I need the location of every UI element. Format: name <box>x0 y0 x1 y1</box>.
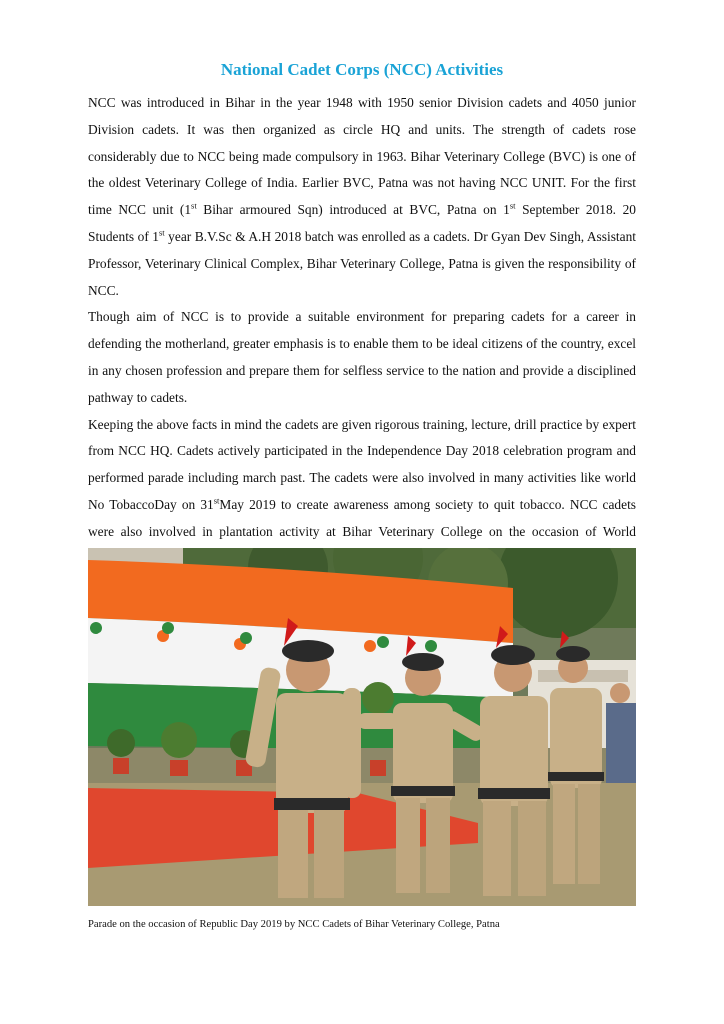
parade-photo <box>88 548 636 906</box>
paragraph-aim: Though aim of NCC is to provide a suitable environment for preparing cadets for a career in defending the motherland, greater emphasis is to enable them to be ideal citizens of the country, excel in any chosen profession and prepare them for selfless service to the nation and provide a disciplined pathway to cadets. <box>88 309 636 405</box>
article-body <box>88 90 636 572</box>
photo-caption: Parade on the occasion of Republic Day 2019 by NCC Cadets of Bihar Veterinary College, Patna <box>88 919 500 930</box>
paragraph-history: NCC was introduced in Bihar in the year 1948 with 1950 senior Division cadets and 4050 junior Division cadets. It was then organized as circle HQ and units. The strength of cadets rose considerably due to NCC being made compulsory in 1963. Bihar Veterinary College (BVC) is one of the oldest Veterinary College of India. Earlier BVC, Patna was not having NCC UNIT. For the first time NCC unit (1st Bihar armoured Sqn) introduced at BVC, Patna on 1st September 2018. 20 Students of 1st year B.V.Sc & A.H 2018 batch was enrolled as a cadets. Dr Gyan Dev Singh, Assistant Professor, Veterinary Clinical Complex, Bihar Veterinary College, Patna is given the responsibility of NCC. <box>88 95 636 298</box>
document-title: National Cadet Corps (NCC) Activities <box>220 60 504 79</box>
paragraph-activities: Keeping the above facts in mind the cadets are given rigorous training, lecture, drill practice by expert from NCC HQ. Cadets actively participated in the Independence Day 2018 celebration program and performed parade including march past. The cadets were also involved in many activities like world No TobaccoDay on 31stMay 2019 to create awareness among society to quit tobacco. NCC cadets were also involved in plantation activity at Bihar Veterinary College on the occasion of World <box>88 416 637 539</box>
